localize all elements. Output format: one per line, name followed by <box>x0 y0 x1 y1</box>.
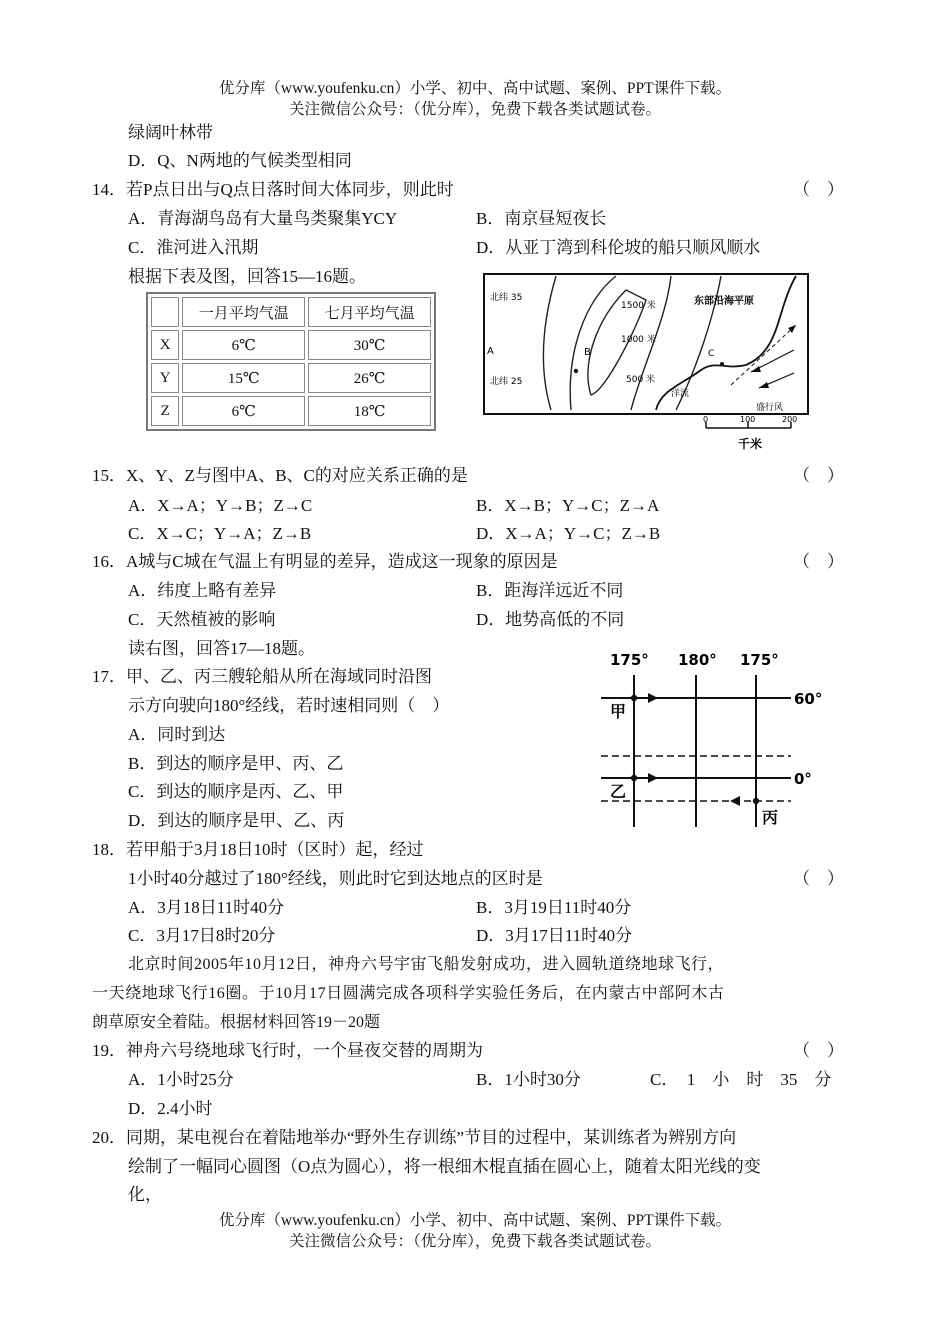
table-cell-city: X <box>151 330 179 360</box>
table-header-row <box>151 297 431 327</box>
ship-jia-label: 甲 <box>610 702 627 721</box>
page-header-line2: 关注微信公众号：（优分库），免费下载各类试题试卷。 <box>288 101 661 118</box>
q17-option-b: B．到达的顺序是甲、丙、乙 <box>128 754 344 773</box>
page-footer-line1: 优分库（www.youfenku.cn）小学、初中、高中试题、案例、PPT课件下载。 <box>218 1212 732 1229</box>
q20-stem-line3: 化， <box>128 1185 162 1204</box>
q18-option-b: B．3月19日11时40分 <box>476 898 632 917</box>
q16-option-c: C．天然植被的影响 <box>128 610 276 629</box>
table-row <box>151 330 431 360</box>
q18-option-a: A．3月18日11时40分 <box>128 898 285 917</box>
q18-stem-line1: 18．若甲船于3月18日10时（区时）起，经过 <box>92 840 424 859</box>
map-point-c-label: C <box>708 349 715 359</box>
q17-option-c: C．到达的顺序是丙、乙、甲 <box>128 782 344 801</box>
map-scale-100: 100 <box>740 415 756 424</box>
ship-bing-label: 丙 <box>762 808 779 827</box>
temperature-table <box>146 292 436 431</box>
q20-stem-line2: 绘制了一幅同心圆图（O点为圆心），将一根细木棍直插在圆心上，随着太阳光线的变 <box>128 1157 761 1176</box>
grid-lon-175-west-label: 175° <box>610 651 649 669</box>
table-header-jan: 一月平均气温 <box>182 297 305 327</box>
map-contour-1000-label: 1000 米 <box>621 335 656 345</box>
q19-option-c: C． 1 小 时 35 分 <box>650 1070 832 1089</box>
ship-yi-label: 乙 <box>610 782 627 801</box>
q19-option-a: A．1小时25分 <box>128 1070 234 1089</box>
q17-option-d: D．到达的顺序是甲、乙、丙 <box>128 811 345 830</box>
material-line2: 一天绕地球飞行16圈。于10月17日圆满完成各项科学实验任务后，在内蒙古中部阿木古 <box>92 985 725 1002</box>
q16-option-b: B．距海洋远近不同 <box>476 581 624 600</box>
grid-lon-180-label: 180° <box>678 651 717 669</box>
map-current-label: 洋流 <box>671 389 690 399</box>
table-cell-jan: 15℃ <box>182 363 305 393</box>
q17-stem-line1: 17．甲、乙、丙三艘轮船从所在海域同时沿图 <box>92 667 432 686</box>
table-row <box>151 363 431 393</box>
material-line1: 北京时间2005年10月12日，神舟六号宇宙飞船发射成功，进入圆轨道绕地球飞行， <box>128 956 725 973</box>
q19-answer-paren: （ ） <box>793 1041 844 1060</box>
material-line3: 朗草原安全着陆。根据材料回答19－20题 <box>92 1014 381 1031</box>
prev-option-d: D．Q、N两地的气候类型相同 <box>128 151 352 170</box>
q14-stem: 14．若P点日出与Q点日落时间大体同步，则此时 <box>92 180 454 199</box>
q18-answer-paren: （ ） <box>793 869 844 888</box>
q14-option-a: A．青海湖鸟岛有大量鸟类聚集YCY <box>128 209 398 228</box>
table-cell-jul: 26℃ <box>308 363 431 393</box>
intro-15-16: 根据下表及图，回答15—16题。 <box>128 267 366 286</box>
grid-lon-175-east-label: 175° <box>740 651 779 669</box>
q18-option-d: D．3月17日11时40分 <box>476 926 633 945</box>
map-scale-200: 200 <box>782 415 798 424</box>
map-plain-label: 东部沿海平原 <box>694 296 754 307</box>
map-contour-500-label: 500 米 <box>626 375 656 385</box>
q16-stem: 16．A城与C城在气温上有明显的差异，造成这一现象的原因是 <box>92 552 558 571</box>
topographic-map-figure <box>476 270 816 460</box>
q18-option-c: C．3月17日8时20分 <box>128 926 276 945</box>
q15-option-b: B．X→B；Y→C；Z→A <box>476 496 660 515</box>
q16-option-d: D．地势高低的不同 <box>476 610 625 629</box>
longitude-grid-figure <box>596 645 836 835</box>
table-cell-jan: 6℃ <box>182 396 305 426</box>
q18-stem-line2: 1小时40分越过了180°经线，则此时它到达地点的区时是 <box>128 869 543 888</box>
q19-option-d: D．2.4小时 <box>128 1099 213 1118</box>
page-header-line1: 优分库（www.youfenku.cn）小学、初中、高中试题、案例、PPT课件下载。 <box>218 80 732 97</box>
map-point-a-label: A <box>487 346 494 357</box>
q14-option-c: C．淮河进入汛期 <box>128 238 259 257</box>
q14-answer-paren: （ ） <box>793 180 844 199</box>
q16-option-a: A．纬度上略有差异 <box>128 581 277 600</box>
table-header-jul: 七月平均气温 <box>308 297 431 327</box>
q19-stem: 19．神舟六号绕地球飞行时，一个昼夜交替的周期为 <box>92 1041 483 1060</box>
map-scale-unit: 千米 <box>738 437 763 451</box>
q19-option-b: B．1小时30分 <box>476 1070 581 1089</box>
q15-option-c: C．X→C；Y→A；Z→B <box>128 524 312 543</box>
page-footer-line2: 关注微信公众号：（优分库），免费下载各类试题试卷。 <box>288 1233 661 1250</box>
intro-17-18: 读右图，回答17—18题。 <box>128 639 315 658</box>
table-header-blank <box>151 297 179 327</box>
prev-question-tail: 绿阔叶林带 <box>128 123 213 142</box>
q14-option-d: D．从亚丁湾到科伦坡的船只顺风顺水 <box>476 238 761 257</box>
map-wind-label: 盛行风 <box>756 403 784 413</box>
q16-answer-paren: （ ） <box>793 552 844 571</box>
map-point-b-label: B <box>584 347 591 358</box>
table-row <box>151 396 431 426</box>
q17-option-a: A．同时到达 <box>128 725 226 744</box>
map-scale-0: 0 <box>703 415 709 424</box>
q15-answer-paren: （ ） <box>793 466 844 485</box>
q15-option-d: D．X→A；Y→C；Z→B <box>476 524 661 543</box>
grid-lat-0-label: 0° <box>794 770 812 788</box>
map-lat35-label: 北纬 35 <box>490 293 523 303</box>
q17-stem-line2: 示方向驶向180°经线，若时速相同则（ ） <box>128 696 450 715</box>
grid-lat-60-label: 60° <box>794 690 823 708</box>
table-cell-jul: 18℃ <box>308 396 431 426</box>
q20-stem-line1: 20．同期，某电视台在着陆地举办“野外生存训练”节目的过程中，某训练者为辨别方向 <box>92 1128 737 1147</box>
table-cell-jan: 6℃ <box>182 330 305 360</box>
map-lat25-label: 北纬 25 <box>490 377 523 387</box>
table-cell-city: Z <box>151 396 179 426</box>
q14-option-b: B．南京昼短夜长 <box>476 209 607 228</box>
q15-stem: 15．X、Y、Z与图中A、B、C的对应关系正确的是 <box>92 466 468 485</box>
q15-option-a: A．X→A；Y→B；Z→C <box>128 496 313 515</box>
table-cell-city: Y <box>151 363 179 393</box>
map-contour-1500-label: 1500 米 <box>621 301 656 311</box>
table-cell-jul: 30℃ <box>308 330 431 360</box>
